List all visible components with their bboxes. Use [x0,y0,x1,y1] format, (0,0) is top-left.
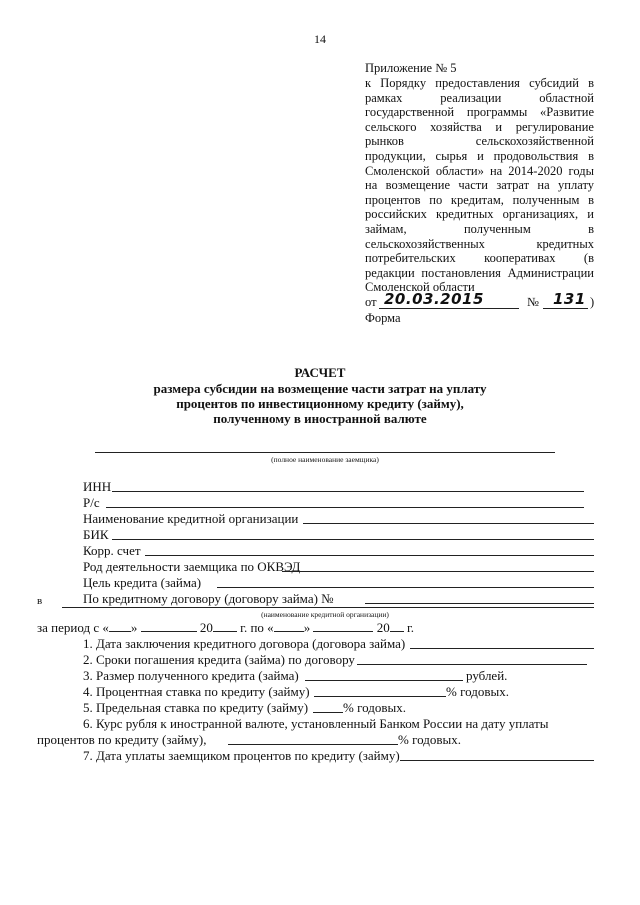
field-rs-label: Р/с [83,495,100,510]
item-7: 7. Дата уплаты заемщиком процентов по кредиту (займу) [83,748,400,763]
appendix-line: продукции, сырья и продовольствия в [365,148,594,163]
bank-line [62,607,594,608]
field-bank-label: Наименование кредитной организации [83,511,299,526]
appendix-line: на возмещение части затрат на уплату [365,178,594,193]
appendix-line: сельскохозяйственных кредитных [365,236,594,251]
appendix-line: государственной программы «Развитие [365,105,594,120]
appendix-line: рамках реализации областной [365,90,594,105]
year-blank [213,620,237,632]
handwritten-date: 20.03.2015 [384,290,484,308]
item-1-line [410,648,594,649]
item-4-line [314,696,446,697]
appendix-line: потребительских кооперативах (в [365,251,594,266]
field-inn-label: ИНН [83,479,112,494]
in-prefix: в [37,595,43,607]
item-2-line [357,664,587,665]
period-quote: » [130,620,138,635]
appendix-text [365,76,594,295]
item-6-line [228,744,398,745]
appendix-title: Приложение № 5 [365,61,457,75]
field-okved-label: Род деятельности заемщика по ОКВЭД [83,559,301,574]
borrower-name-line [95,452,555,453]
appendix-line: процентов по кредитам, полученным в [365,192,594,207]
number-underline [543,308,588,309]
doc-subtitle-line-1: размера субсидии на возмещение части затрат на уплату [153,381,487,396]
item-5: 5. Предельная ставка по кредиту (займу) [83,700,309,715]
period-to-label: г. по « [240,620,274,635]
month-blank [313,620,373,632]
year-blank [390,620,404,632]
item-6-unit: % годовых. [398,732,461,747]
date-underline [379,308,519,309]
day-blank [109,620,131,632]
appendix-line: российских кредитных организациях, и [365,207,594,222]
appendix-line: Смоленской области» на 2014-2020 годы [365,163,594,178]
item-3-line [305,680,463,681]
field-corr-line [145,555,594,556]
page-number: 14 [314,32,326,46]
field-corr-label: Корр. счет [83,543,141,558]
period-year-suffix: г. [406,620,415,635]
period-line [37,620,414,636]
field-purpose-line [217,587,594,588]
date-prefix: от [365,295,377,309]
month-blank [141,620,197,632]
item-4: 4. Процентная ставка по кредиту (займу) [83,684,310,699]
item-2: 2. Сроки погашения кредита (займа) по договору [83,652,355,667]
form-label: Форма [365,311,401,325]
appendix-line: к Порядку предоставления субсидий в [365,76,594,90]
period-year-prefix: 20 [376,620,390,635]
number-prefix: № [527,295,539,309]
field-inn-line [112,491,584,492]
day-blank [274,620,304,632]
period-from-label: за период с « [37,620,109,635]
handwritten-number: 131 [553,290,586,308]
item-5-line [313,712,343,713]
field-bank-line [303,523,594,524]
item-3-unit: рублей. [466,668,508,683]
field-purpose-label: Цель кредита (займа) [83,575,202,590]
close-paren: ) [590,295,595,309]
item-1: 1. Дата заключения кредитного договора (договора займа) [83,636,406,651]
field-contract-label: По кредитному договору (договору займа) № [83,591,334,606]
doc-title: РАСЧЕТ [294,365,346,380]
appendix-line: рынков сельскохозяйственной [365,134,594,149]
period-quote: » [303,620,311,635]
field-bik-line [112,539,594,540]
appendix-line: сельского хозяйства и регулирование [365,119,594,134]
field-bik-label: БИК [83,527,109,542]
period-year-prefix: 20 [199,620,213,635]
item-4-unit: % годовых. [446,684,509,699]
field-okved-line [282,571,594,572]
bank-caption: (наименование кредитной организации) [261,610,389,619]
doc-subtitle-line-2: процентов по инвестиционному кредиту (займу), [176,396,464,411]
item-7-line [400,760,594,761]
item-6-continued: процентов по кредиту (займу), [37,732,207,747]
item-5-unit: % годовых. [343,700,406,715]
field-rs-line [106,507,584,508]
borrower-caption: (полное наименование заемщика) [271,455,379,464]
item-6: 6. Курс рубля к иностранной валюте, установленный Банком России на дату уплаты [83,716,549,731]
field-contract-line [365,603,594,604]
item-3: 3. Размер полученного кредита (займа) [83,668,299,683]
appendix-line: займам, полученным в [365,221,594,236]
appendix-line: Смоленской области [365,280,475,295]
doc-subtitle-line-3: полученному в иностранной валюте [213,411,427,426]
appendix-line: редакции постановления Администрации [365,265,594,280]
